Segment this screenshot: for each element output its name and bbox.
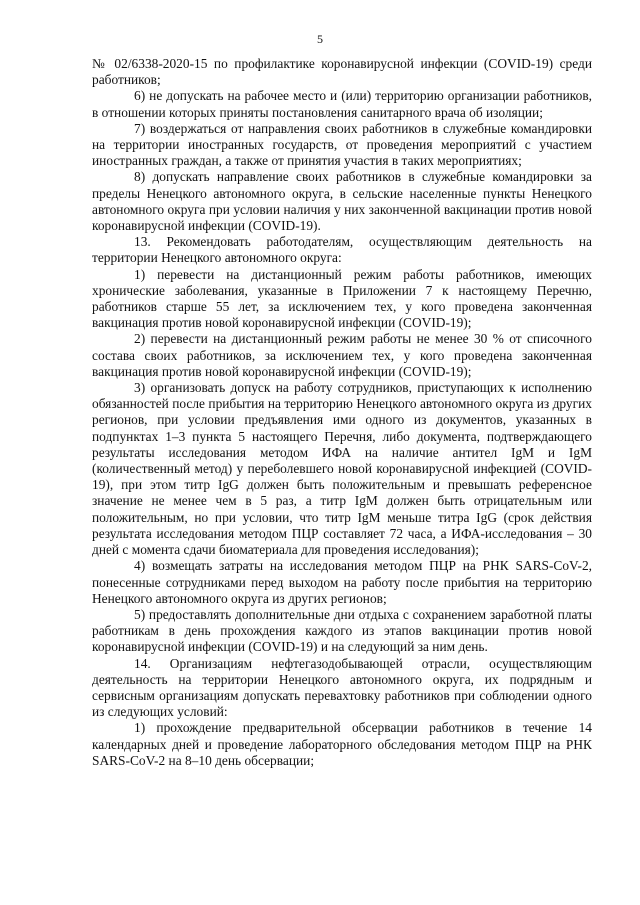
paragraph: 3) организовать допуск на работу сотрудников, приступающих к исполнению обязанностей после прибытия на территорию Ненецкого автономного округа из других регионов, при условии предъявления ими одного из документов, указанных в подпунктах 1–3 пункта 5 настоящего Перечня, либо документа, подтверждающего результаты исследования методом ИФА на наличие антител IgM и IgM (количественный метод) у переболевшего новой коронавирусной инфекцией (COVID-19), при этом титр IgG должен быть положительным и превышать референсное значение не менее чем в 5 раз, а титр IgM должен быть отрицательным или положительным, но при условии, что титр IgM меньше титра IgG (срок действия результата исследования методом ПЦР составляет 72 часа, а ИФА-исследования – 30 дней с момента сдачи биоматериала для проведения исследования); [92, 380, 592, 558]
paragraph: 14. Организациям нефтегазодобывающей отрасли, осуществляющим деятельность на территории Ненецкого автономного округа, их подрядным и сервисным организациям допускать перевахтовку работников при соблюдении одного из следующих условий: [92, 655, 592, 720]
paragraph: 1) прохождение предварительной обсервации работников в течение 14 календарных дней и проведение лабораторного обследования методом ПЦР на РНК SARS-CoV-2 на 8–10 день обсервации; [92, 720, 592, 768]
paragraph: 6) не допускать на рабочее место и (или) территорию организации работников, в отношении которых приняты постановления санитарного врача об изоляции; [92, 88, 592, 120]
paragraph: 2) перевести на дистанционный режим работы не менее 30 % от списочного состава своих работников, за исключением тех, у кого проведена законченная вакцинация против новой коронавирусной инфекции (COVID-19); [92, 331, 592, 379]
page-number: 5 [317, 32, 323, 46]
paragraph: 8) допускать направление своих работников в служебные командировки за пределы Ненецкого автономного округа, в сельские населенные пункты Ненецкого автономного округа при условии наличия у них законченной вакцинации против новой коронавирусной инфекции (COVID-19). [92, 169, 592, 234]
paragraph: 1) перевести на дистанционный режим работы работников, имеющих хронические заболевания, указанные в Приложении 7 к настоящему Перечню, работников старше 55 лет, за исключением тех, у кого проведена законченная вакцинация против новой коронавирусной инфекции (COVID-19); [92, 266, 592, 331]
document-body [92, 56, 592, 769]
paragraph: № 02/6338-2020-15 по профилактике коронавирусной инфекции (COVID-19) среди работников; [92, 56, 592, 88]
paragraph: 13. Рекомендовать работодателям, осуществляющим деятельность на территории Ненецкого автономного округа: [92, 234, 592, 266]
paragraph: 5) предоставлять дополнительные дни отдыха с сохранением заработной платы работникам в день прохождения каждого из этапов вакцинации против новой коронавирусной инфекции (COVID-19) и на следующий за ним день. [92, 606, 592, 655]
paragraph: 7) воздержаться от направления своих работников в служебные командировки на территории иностранных государств, от проведения мероприятий с участием иностранных граждан, а также от принятия участия в таких мероприятиях; [92, 120, 592, 169]
paragraph: 4) возмещать затраты на исследования методом ПЦР на РНК SARS-CoV-2, понесенные сотрудниками перед выходом на работу после прибытия на территорию Ненецкого автономного округа из других регионов; [92, 558, 592, 606]
